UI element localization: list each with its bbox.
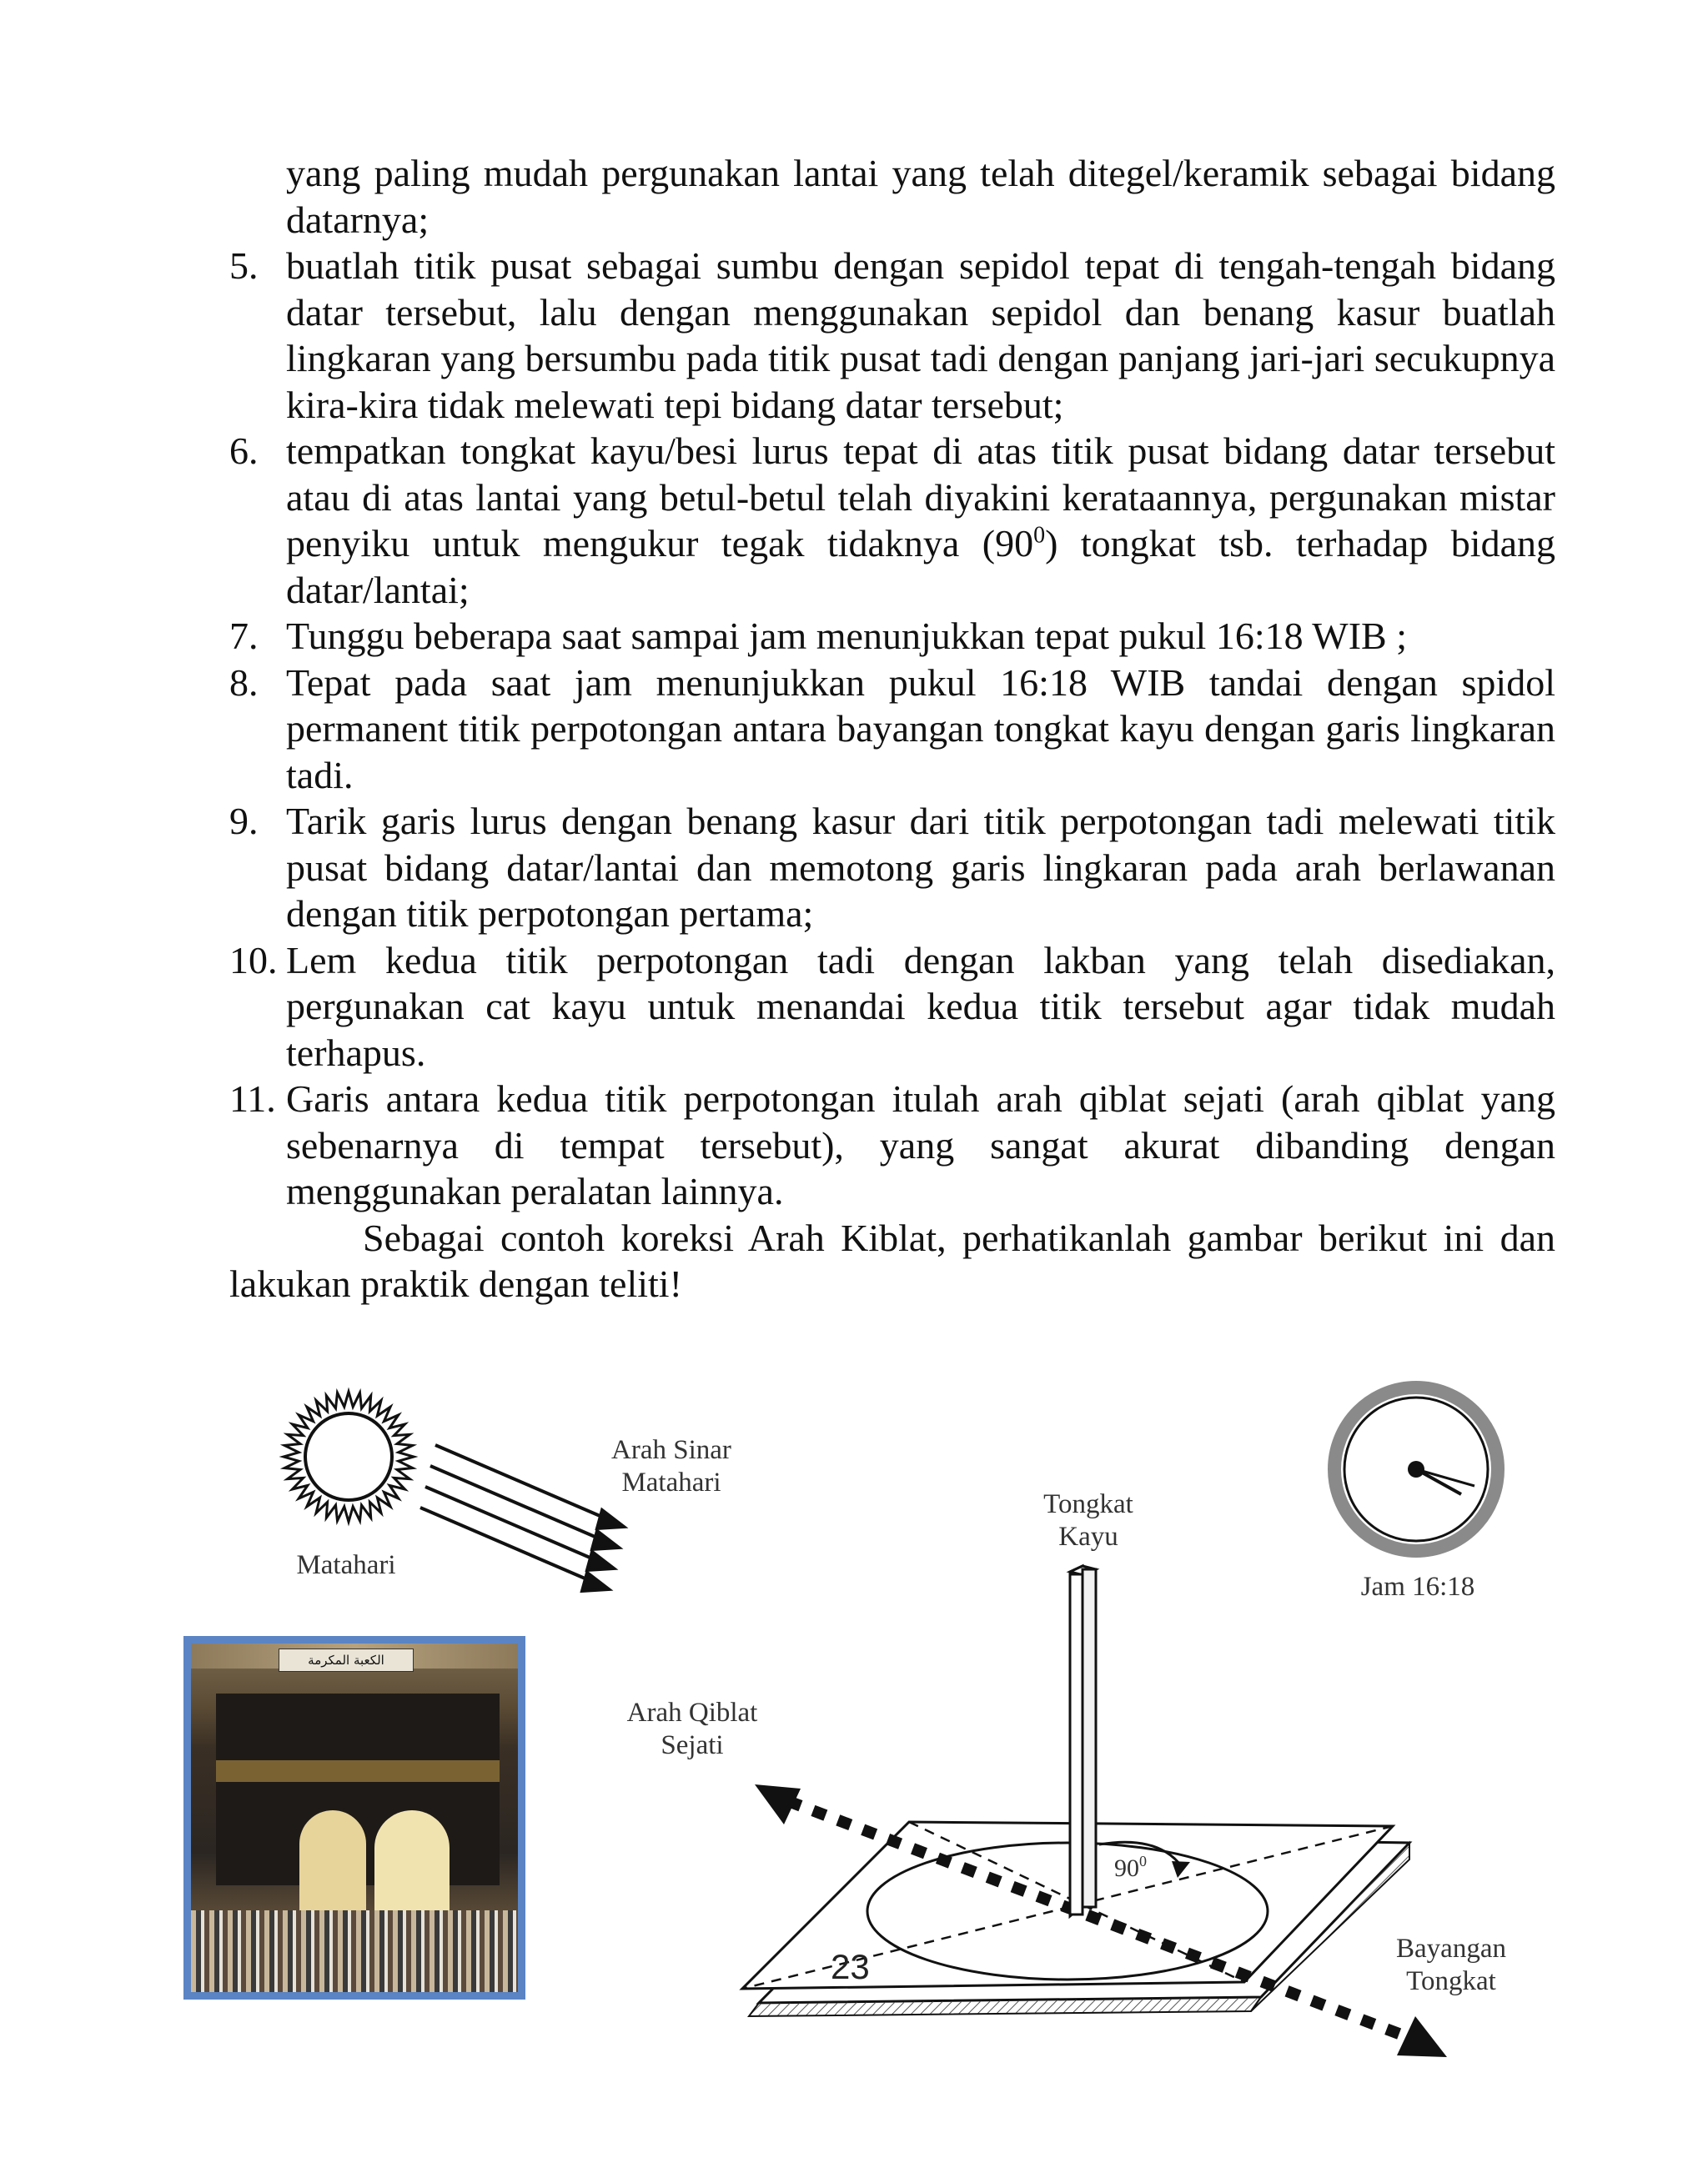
wooden-stick	[1070, 1566, 1096, 1916]
sun-label: Matahari	[296, 1550, 396, 1580]
list-item	[229, 243, 1555, 428]
item-text: Tarik garis lurus dengan benang kasur dari titik perpotongan tadi melewati titik pusat bidang datar/lantai dan memotong garis lingkaran pada arah berlawanan dengan titik perpotongan pertama;	[286, 800, 1555, 935]
clock-icon	[1334, 1388, 1498, 1551]
kaaba-gold-band	[216, 1760, 500, 1782]
item-number: 10.	[229, 938, 278, 981]
item-number: 11.	[229, 1077, 276, 1120]
item-number: 5.	[229, 244, 259, 287]
item-number: 7.	[229, 615, 259, 657]
kaaba-photo	[183, 1636, 525, 2000]
kaaba-photo-image	[191, 1644, 518, 1992]
qibla-label: Arah Qiblat Sejati	[626, 1698, 758, 1760]
item-text-before: tempatkan tongkat kayu/besi lurus tepat di atas titik pusat bidang datar tersebut atau di atas lantai yang betul-betul telah diyakini kerataannya, pergunakan mistar penyiku untuk mengukur tegak tidaknya (90	[286, 429, 1555, 565]
shadow-label: Bayangan Tongkat	[1396, 1934, 1506, 1996]
item-text	[286, 429, 1555, 611]
item-number: 9.	[229, 800, 259, 842]
degree-superscript: 0	[1033, 522, 1046, 549]
list-item	[229, 613, 1555, 660]
kaaba-curtain-right	[374, 1810, 450, 1910]
item-number: 8.	[229, 660, 259, 704]
clock-label: Jam 16:18	[1360, 1572, 1475, 1602]
kaaba-caption-plate: الكعبة المكرمة	[279, 1649, 414, 1672]
sun-rays-label: Arah Sinar Matahari	[611, 1435, 731, 1498]
list-item	[229, 660, 1555, 799]
list-item	[229, 937, 1555, 1076]
angle-label: $90^0$	[1114, 1853, 1147, 1882]
body-text	[229, 150, 1555, 1307]
pilgrims-crowd	[191, 1910, 518, 1992]
closing-paragraph: Sebagai contoh koreksi Arah Kiblat, perhatikanlah gambar berikut ini dan lakukan praktik dengan teliti!	[229, 1216, 1555, 1305]
page-number: 23	[831, 1947, 870, 1986]
item-number: 6.	[229, 429, 259, 472]
item-text: Garis antara kedua titik perpotongan itulah arah qiblat sejati (arah qiblat yang sebenarnya di tempat tersebut), yang sangat akurat dibanding dengan menggunakan peralatan lainnya.	[286, 1077, 1555, 1212]
list-item	[229, 1076, 1555, 1215]
item-text-after: ) tongkat tsb. terhadap bidang datar/lantai;	[286, 522, 1555, 611]
list-item	[229, 798, 1555, 937]
kaaba-curtain-left	[299, 1810, 366, 1910]
stick-label: Tongkat Kayu	[1043, 1489, 1133, 1552]
item-text: buatlah titik pusat sebagai sumbu dengan sepidol tepat di tengah-tengah bidang datar tersebut, lalu dengan menggunakan sepidol dan benang kasur buatlah lingkaran yang bersumbu pada titik pusat tadi dengan panjang jari-jari secukupnya kira-kira tidak melewati tepi bidang datar tersebut;	[286, 244, 1555, 426]
item-text: Tunggu beberapa saat sampai jam menunjukkan tepat pukul 16:18 WIB ;	[286, 615, 1407, 657]
list-item	[229, 428, 1555, 613]
item-text: Tepat pada saat jam menunjukkan pukul 16:18 WIB tandai dengan spidol permanent titik perpotongan antara bayangan tongkat kayu dengan garis lingkaran tadi.	[286, 660, 1555, 796]
item-4-continuation: yang paling mudah pergunakan lantai yang telah ditegel/keramik sebagai bidang datarnya;	[286, 152, 1555, 241]
item-text: Lem kedua titik perpotongan tadi dengan lakban yang telah disediakan, pergunakan cat kayu untuk menandai kedua titik tersebut agar tidak mudah terhapus.	[286, 938, 1555, 1074]
sun-icon	[284, 1392, 414, 1522]
